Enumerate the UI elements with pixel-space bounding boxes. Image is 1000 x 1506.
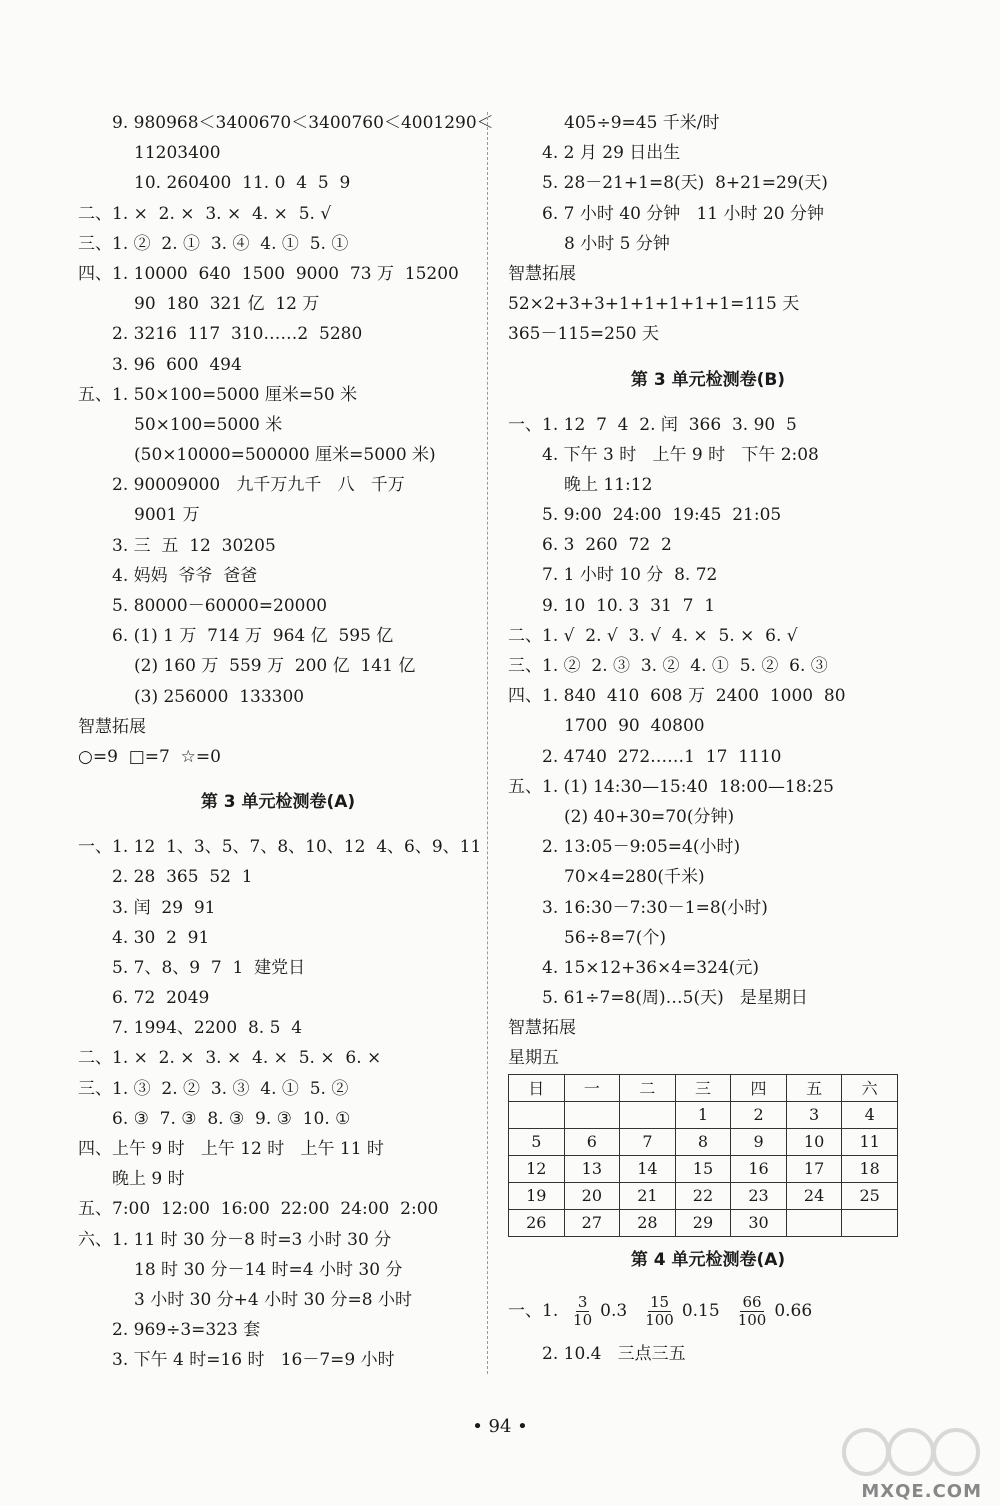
answer-line: 5. 9:00 24:00 19:45 21:05 [542,505,782,526]
page-number: • 94 • [472,1416,528,1437]
answer-line: 9001 万 [134,505,200,526]
answer-line: 2. 13:05－9:05=4(小时) [542,837,741,858]
answer-line: 6. 7 小时 40 分钟 11 小时 20 分钟 [542,203,824,224]
calendar-row [509,1155,898,1182]
answer-line: 9. 980968＜3400670＜3400760＜4001290＜ [112,113,494,133]
section-heading-unit4-a: 第 4 单元检测卷(A) [630,1249,786,1270]
answer-line: 四、上午 9 时 上午 12 时 上午 11 时 [78,1139,384,1159]
answer-line: 1700 90 40800 [564,716,705,737]
calendar-cell: 20 [564,1182,620,1209]
calendar-row [509,1101,898,1128]
answer-line: (3) 256000 133300 [134,686,305,707]
calendar-cell [786,1209,842,1236]
calendar-cell: 7 [620,1128,676,1155]
fraction [573,1294,592,1329]
calendar-cell: 14 [620,1155,676,1182]
calendar-cell: 6 [564,1128,620,1155]
right-column [508,108,908,1369]
decimal-value: 0.3 [600,1300,628,1321]
fraction [738,1294,767,1329]
answer-line: (2) 160 万 559 万 200 亿 141 亿 [134,656,416,677]
answer-line: 六、1. 11 时 30 分－8 时=3 小时 30 分 [78,1229,392,1250]
answer-line: 3. 闰 29 91 [112,897,216,918]
answer-line: 2. 90009000 九千万九千 八 千万 [112,475,405,496]
answer-line: 3 小时 30 分+4 小时 30 分=8 小时 [134,1289,413,1310]
answer-line: 2. 10.4 三点三五 [542,1343,686,1364]
calendar-cell: 27 [564,1209,620,1236]
answer-line: 405÷9=45 千米/时 [564,113,720,133]
answer-line: 星期五 [508,1048,559,1069]
fraction-numerator: 3 [577,1292,588,1311]
calendar-cell: 3 [786,1101,842,1128]
fraction-numerator: 66 [742,1292,762,1311]
answer-line: 4. 妈妈 爷爷 爸爸 [112,565,258,586]
calendar-cell: 10 [786,1128,842,1155]
calendar-header-cell: 五 [786,1074,842,1101]
calendar-cell: 1 [675,1101,731,1128]
calendar-header-cell: 二 [620,1074,676,1101]
fraction [645,1294,674,1329]
answer-line: 四、1. 10000 640 1500 9000 73 万 15200 [78,263,459,284]
answer-line: 五、7:00 12:00 16:00 22:00 24:00 2:00 [78,1199,439,1220]
calendar-cell [620,1101,676,1128]
answer-line: 10. 260400 11. 0 4 5 9 [134,173,351,194]
answer-line: 70×4=280(千米) [564,867,705,888]
answer-line: (50×10000=500000 厘米=5000 米) [134,445,436,466]
answer-line: 二、1. √ 2. √ 3. √ 4. × 5. × 6. √ [508,625,798,646]
calendar-cell: 30 [731,1209,787,1236]
calendar-cell: 22 [675,1182,731,1209]
answer-line: 3. 96 600 494 [112,354,242,375]
calendar-cell: 24 [786,1182,842,1209]
answer-line: 7. 1 小时 10 分 8. 72 [542,565,718,586]
calendar-cell: 25 [842,1182,898,1209]
answer-line: 4. 下午 3 时 上午 9 时 下午 2:08 [542,444,819,465]
fraction-denominator: 100 [645,1310,674,1329]
answer-line: 7. 1994、2200 8. 5 4 [112,1018,303,1039]
answer-line: 18 时 30 分－14 时=4 小时 30 分 [134,1259,403,1280]
left-answer-block-1 [78,108,494,772]
calendar-header-cell: 日 [509,1074,565,1101]
answer-line: 晚上 11:12 [564,474,653,495]
answer-line: 五、1. 50×100=5000 厘米=50 米 [78,384,358,405]
calendar-cell: 12 [509,1155,565,1182]
answer-line: 晚上 9 时 [112,1169,185,1190]
answer-line: 6. ③ 7. ③ 8. ③ 9. ③ 10. ① [112,1108,351,1129]
answer-line: 9. 10 10. 3 31 7 1 [542,595,716,616]
calendar-table [508,1074,898,1237]
right-answer-block-1 [508,108,908,350]
fraction-numerator: 15 [649,1292,670,1311]
answer-line: 一、1. 12 1、3、5、7、8、10、12 4、6、9、11 [78,837,482,858]
answer-line: 4. 30 2 91 [112,927,210,948]
calendar-cell: 23 [731,1182,787,1209]
calendar-cell: 2 [731,1101,787,1128]
calendar-cell [564,1101,620,1128]
answer-line: 365－115=250 天 [508,324,659,345]
answer-line: 智慧拓展 [508,1018,576,1039]
answer-line: 2. 3216 117 310……2 5280 [112,324,363,345]
answer-line: 8 小时 5 分钟 [564,233,670,254]
answer-line: 90 180 321 亿 12 万 [134,294,320,315]
decimal-value: 0.15 [681,1300,720,1321]
answer-line: 三、1. ② 2. ③ 3. ② 4. ① 5. ② 6. ③ [508,656,828,676]
answer-line: 2. 4740 272……1 17 1110 [542,746,782,767]
calendar-cell: 19 [509,1182,565,1209]
calendar-cell: 4 [842,1101,898,1128]
answer-line: 50×100=5000 米 [134,414,283,435]
answer-line: 2. 969÷3=323 套 [112,1320,261,1341]
answer-line: 6. 3 260 72 2 [542,535,672,556]
calendar-cell: 8 [675,1128,731,1155]
answer-line: 4. 15×12+36×4=324(元) [542,957,760,978]
answer-line: 3. 下午 4 时=16 时 16－7=9 小时 [112,1350,395,1371]
answer-line: 一、1. 12 7 4 2. 闰 366 3. 90 5 [508,414,797,435]
fraction-answer-line [508,1283,908,1339]
answer-line: 2. 28 365 52 1 [112,867,253,888]
calendar-cell: 5 [509,1128,565,1155]
calendar-row [509,1182,898,1209]
answer-line: 三、1. ③ 2. ② 3. ③ 4. ① 5. ② [78,1078,349,1099]
calendar-header-cell: 三 [675,1074,731,1101]
answer-line: 52×2+3+3+1+1+1+1+1=115 天 [508,294,800,315]
answer-line: 5. 28－21+1=8(天) 8+21=29(天) [542,173,828,194]
answer-line: 二、1. × 2. × 3. × 4. × 5. × 6. × [78,1048,382,1069]
answer-line: 四、1. 840 410 608 万 2400 1000 80 [508,686,846,707]
answer-line: 智慧拓展 [78,716,146,737]
decimal-value: 0.66 [774,1300,813,1321]
calendar-header-cell: 四 [731,1074,787,1101]
answer-line: 5. 61÷7=8(周)…5(天) 是星期日 [542,988,808,1009]
fraction-denominator: 100 [737,1310,767,1329]
calendar-cell: 16 [731,1155,787,1182]
calendar-cell: 21 [620,1182,676,1209]
calendar-cell: 13 [564,1155,620,1182]
right-answer-block-2 [508,410,908,1074]
answer-line: 56÷8=7(个) [564,927,667,948]
answer-line: 11203400 [134,143,221,164]
answer-line: 6. 72 2049 [112,988,210,1009]
left-column [78,108,494,1376]
answer-line: ○=9 □=7 ☆=0 [78,746,221,767]
answer-line: 3. 16:30－7:30－1=8(小时) [542,897,768,918]
watermark-text: MXQE.COM [861,1481,982,1502]
answer-line: 6. (1) 1 万 714 万 964 亿 595 亿 [112,626,394,647]
calendar-cell: 17 [786,1155,842,1182]
calendar-cell: 28 [620,1209,676,1236]
calendar-cell: 15 [675,1155,731,1182]
column-divider [487,112,488,1374]
answer-line: 3. 三 五 12 30205 [112,535,276,556]
calendar-cell [509,1101,565,1128]
calendar-cell [842,1209,898,1236]
calendar-header-cell: 一 [564,1074,620,1101]
fraction-denominator: 10 [573,1310,593,1329]
answer-line: (2) 40+30=70(分钟) [564,806,735,827]
calendar-cell: 26 [509,1209,565,1236]
answer-line: 三、1. ② 2. ① 3. ④ 4. ① 5. ① [78,233,349,254]
calendar-cell: 29 [675,1209,731,1236]
calendar-row [509,1209,898,1236]
answer-line: 五、1. (1) 14:30—15:40 18:00—18:25 [508,776,834,797]
calendar-cell: 9 [731,1128,787,1155]
answer-line: 5. 7、8、9 7 1 建党日 [112,957,306,978]
section-heading-unit3-b: 第 3 单元检测卷(B) [630,369,786,390]
answer-line: 智慧拓展 [508,263,576,284]
calendar-row [509,1128,898,1155]
question-number: 一、1. [508,1300,559,1321]
answer-line: 4. 2 月 29 日出生 [542,143,681,164]
answer-line: 5. 80000－60000=20000 [112,596,328,616]
left-answer-block-2 [78,832,482,1375]
calendar-cell: 18 [842,1155,898,1182]
calendar-cell: 11 [842,1128,898,1155]
calendar-header-cell: 六 [842,1074,898,1101]
answer-line: 二、1. × 2. × 3. × 4. × 5. √ [78,203,332,224]
section-heading-unit3-a: 第 3 单元检测卷(A) [200,792,356,813]
